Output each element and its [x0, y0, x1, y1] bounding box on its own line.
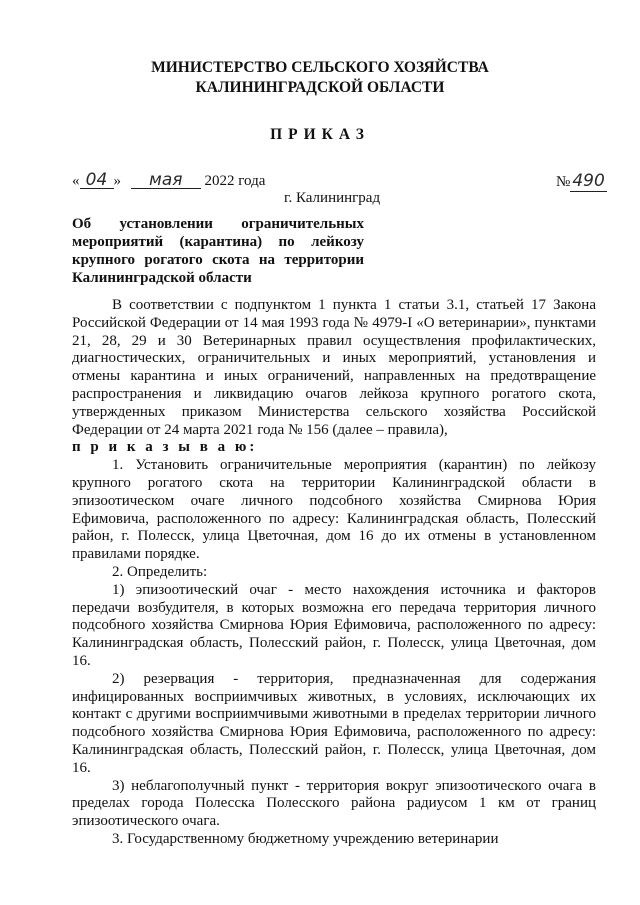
quote-open: « [72, 173, 80, 189]
order-subject: Об установлении ограничительных мероприятий (карантина) по лейкозу крупного рогатого скота на территории Калининградской области [72, 216, 364, 286]
order-word: п р и к а з ы в а ю: [72, 439, 258, 456]
doc-type-title: ПРИКАЗ [270, 126, 370, 143]
item-3: 3. Государственному бюджетному учреждению ветеринарии [112, 830, 499, 847]
item-2-3: 3) неблагополучный пункт - территория вокруг эпизоотического очага в пределах города Полесска Полесского района радиусом 1 км от границ эпизоотического очага. [72, 777, 596, 830]
order-date [72, 172, 265, 190]
item-2-2: 2) резервация - территория, предназначенная для содержания инфицированных восприимчивых животных, в условиях, исключающих их контакт с другими восприимчивыми животными в пределах территории личного подсобного хозяйства Смирнова Юрия Ефимовича, расположенного по адресу: Калининградская область, Полесский район, г. Полесск, улица Цветочная, дом 16. [72, 670, 596, 776]
ministry-line-1: МИНИСТЕРСТВО СЕЛЬСКОГО ХОЗЯЙСТВА [151, 59, 489, 76]
preamble-text: В соответствии с подпунктом 1 пункта 1 статьи 3.1, статьей 17 Закона Российской Федерации от 14 мая 1993 года № 4979-I «О ветеринарии», пунктами 21, 28, 29 и 30 Ветеринарных правил осуществления профилактических, диагностических, ограничительных и иных мероприятий, установления и отмены карантина и иных ограничений, направленных на предотвращение распространения и ликвидацию очагов лейкоза крупного рогатого скота, утвержденных приказом Министерства сельского хозяйства Российской Федерации от 24 марта 2021 года № 156 (далее – правила), [72, 297, 596, 438]
item-2: 2. Определить: [112, 563, 208, 580]
preamble-paragraph [72, 297, 596, 457]
number-sign: № [556, 174, 571, 190]
quote-close: » [113, 173, 121, 189]
date-day-handwritten: 04 [80, 172, 114, 189]
item-2-1: 1) эпизоотический очаг - место нахождения источника и факторов передачи возбудителя, в которых возможна его передача территория личного подсобного хозяйства Смирнова Юрия Ефимовича, расположенного по адресу: Калининградская область, Полесский район, г. Полесск, улица Цветочная, дом 16. [72, 581, 596, 669]
date-year: 2022 года [204, 173, 266, 189]
order-body [72, 297, 596, 849]
item-1: 1. Установить ограничительные мероприятия (карантин) по лейкозу крупного рогатого скота на территории Калининградской области в эпизоотическом очаге личного подсобного хозяйства Смирнова Юрия Ефимовича, расположенного по адресу: Калининградская область, Полесский район, г. Полесск, улица Цветочная, дом 16 до их отмены в установленном правилами порядке. [72, 457, 596, 563]
date-month-handwritten: мая [131, 172, 201, 189]
city: г. Калининград [284, 190, 381, 206]
number-handwritten: 490 [572, 171, 605, 191]
ministry-line-2: КАЛИНИНГРАДСКОЙ ОБЛАСТИ [195, 79, 445, 96]
ministry-header [0, 58, 640, 98]
order-number [556, 171, 607, 191]
